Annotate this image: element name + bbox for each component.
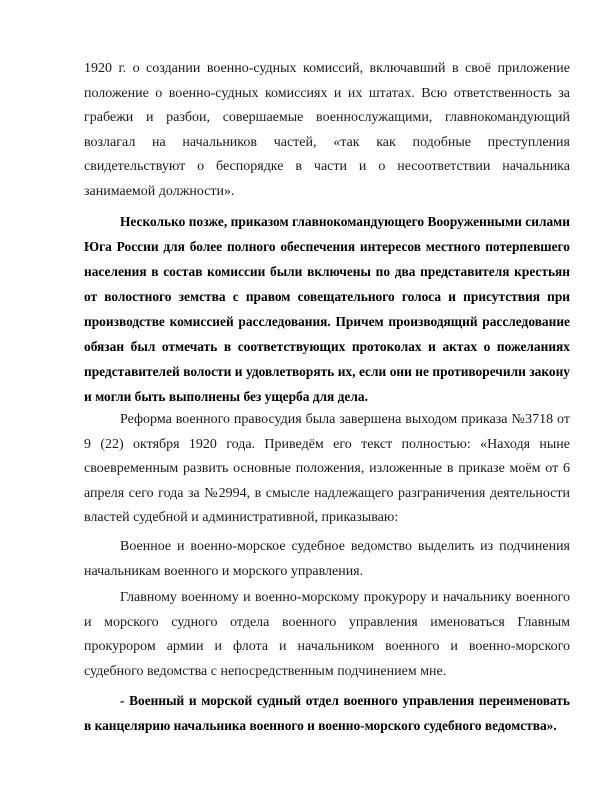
paragraph-military-court-commissions: 1920 г. о создании военно-судных комиссий, включавший в своё приложение положение о военно-судных комиссиях и их штатах. Всю ответственность за грабежи и разбои, совершаемые военнослужащими, главнокомандующий возлагал на начальников частей, «так как подобные преступления свидетельствуют о беспорядке в части и о несоответствии начальника занимаемой должности». bbox=[84, 61, 570, 199]
paragraph-reform-order-3718: Реформа военного правосудия была завершена выходом приказа №3718 от 9 (22) октября 1920 года. Приведём его текст полностью: «Находя ныне своевременным развить основные положения, изложенные в приказе моём от 6 апреля сего года за №2994, в смысле надлежащего разграничения деятельности властей судебной и административной, приказываю: bbox=[84, 412, 570, 525]
paragraph-rename-department: - Военный и морской судный отдел военного управления переименовать в канцелярию начальника военного и военно-морского судебного ведомства». bbox=[84, 693, 570, 733]
paragraph-chief-prosecutor-title: Главному военному и военно-морскому прокурору и начальнику военного и морского судного отдела военного управления именоваться Главным прокурором армии и флота и начальником военного и военно-морского судебного ведомства с непосредственным подчинением мне. bbox=[84, 590, 570, 679]
paragraph-separate-judicial-department: Военное и военно-морское судебное ведомство выделить из подчинения начальникам военного и морского управления. bbox=[84, 539, 570, 579]
paragraph-peasant-representatives: Несколько позже, приказом главнокомандующего Вооруженными силами Юга России для более полного обеспечения интересов местного потерпевшего населения в состав комиссии были включены по два представителя крестьян от волостного земства с правом совещательного голоса и присутствия при производстве комиссией расследования. Причем производящий расследование обязан был отмечать в соответствующих протоколах и актах о пожеланиях представителей волости и удовлетворять их, если они не противоречили закону и могли быть выполнены без ущерба для дела. bbox=[84, 214, 570, 404]
